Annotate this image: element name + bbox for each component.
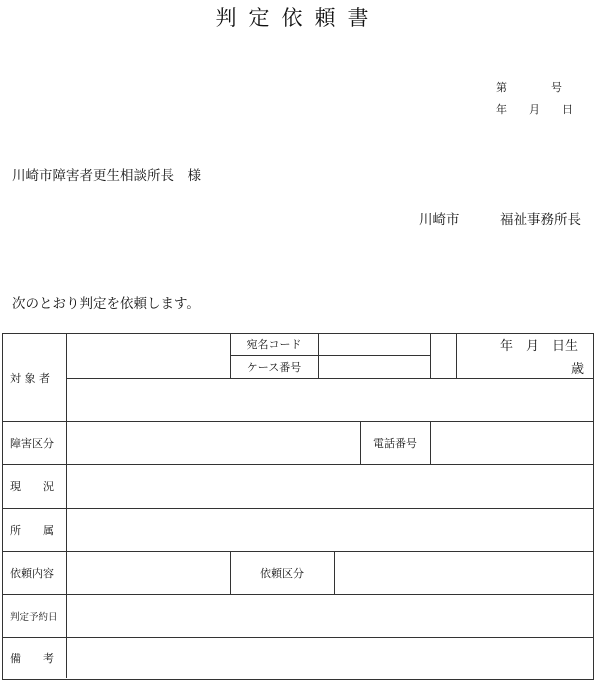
affiliation-label: 所 属 xyxy=(10,523,54,537)
document-title: 判定依頼書 xyxy=(215,6,381,30)
current-status-label: 現 況 xyxy=(10,480,54,493)
request-content-label: 依頼内容 xyxy=(10,566,54,580)
column-divider xyxy=(430,421,431,464)
row-divider xyxy=(2,421,594,422)
intro-text: 次のとおり判定を依頼します。 xyxy=(12,296,200,312)
remarks-label: 備 考 xyxy=(10,651,54,665)
sender: 川崎市 福祉事務所長 xyxy=(419,212,581,228)
address-code-label: 宛名コード xyxy=(246,338,302,351)
date-label: 年 月 日 xyxy=(496,103,573,116)
scheduled-date-label: 判定予約日 xyxy=(10,611,58,623)
age-label: 歳 xyxy=(571,361,585,377)
request-category-label: 依頼区分 xyxy=(260,566,304,580)
row-divider xyxy=(2,594,594,595)
table-border xyxy=(2,333,594,680)
column-divider xyxy=(456,333,457,378)
disability-category-label: 障害区分 xyxy=(10,436,54,450)
column-divider xyxy=(430,333,431,378)
row-divider xyxy=(2,508,594,509)
phone-number-label: 電話番号 xyxy=(373,436,417,450)
row-divider xyxy=(2,637,594,638)
case-number-label: ケース番号 xyxy=(246,361,302,374)
addressee: 川崎市障害者更生相談所長 様 xyxy=(12,168,201,184)
column-divider xyxy=(318,333,319,378)
row-divider xyxy=(66,378,594,379)
column-divider xyxy=(334,551,335,594)
birth-date-label: 年 月 日生 xyxy=(500,338,579,354)
number-label: 第 号 xyxy=(496,81,562,94)
subject-label: 対 象 者 xyxy=(10,372,50,385)
label-column-divider xyxy=(66,333,67,678)
request-form-table xyxy=(2,333,594,680)
row-divider xyxy=(2,464,594,465)
